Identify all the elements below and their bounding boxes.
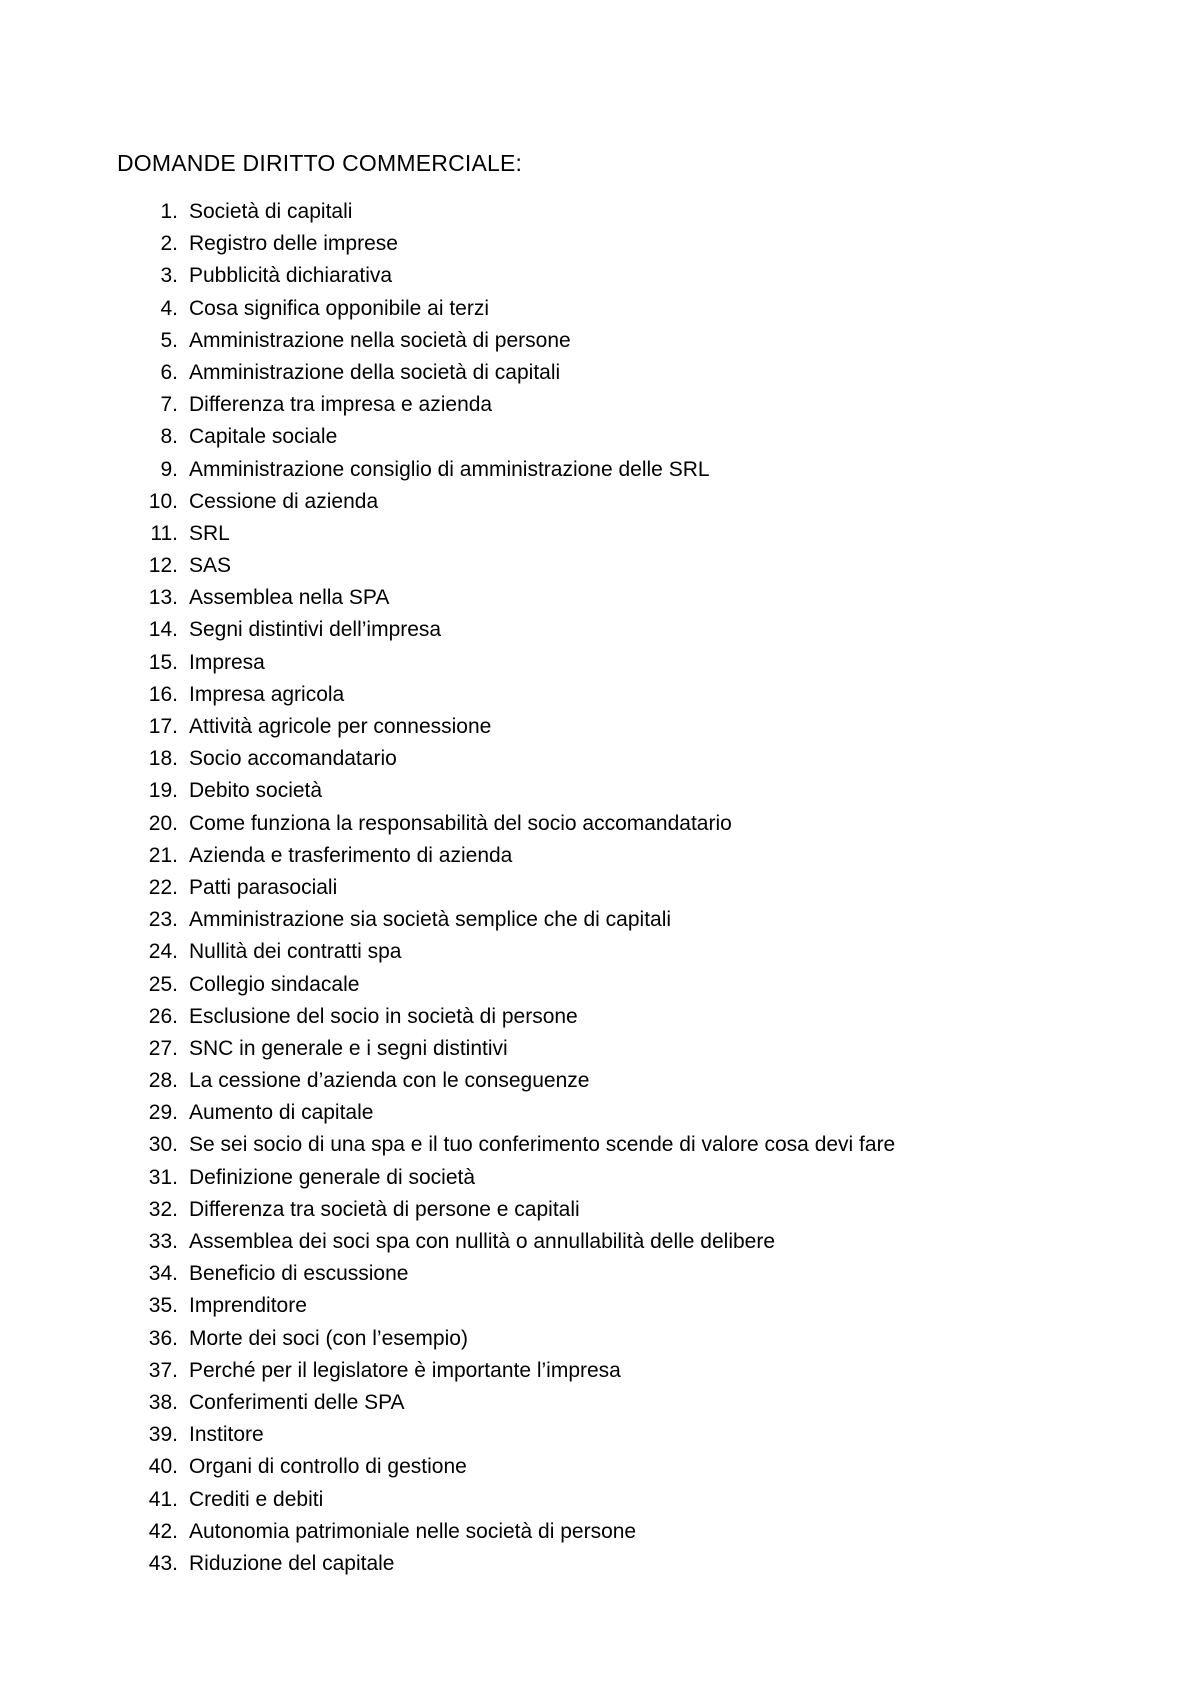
question-text: Differenza tra società di persone e capitali — [189, 1197, 580, 1221]
question-text: Definizione generale di società — [189, 1165, 476, 1189]
question-text: SRL — [189, 521, 230, 545]
question-number: 11. — [150, 521, 178, 545]
question-text: Aumento di capitale — [189, 1101, 374, 1125]
question-text: Amministrazione nella società di persone — [189, 328, 571, 352]
question-text: Debito società — [189, 779, 323, 803]
question-number: 21. — [148, 843, 178, 867]
question-number: 17. — [148, 715, 178, 738]
question-number: 22. — [148, 875, 178, 899]
question-number: 37. — [148, 1358, 178, 1382]
question-text: Pubblicità dichiarativa — [189, 264, 393, 288]
question-text: Conferimenti delle SPA — [189, 1390, 405, 1414]
question-number: 7. — [160, 393, 178, 417]
question-number: 23. — [148, 908, 178, 932]
question-text: Impresa agricola — [189, 682, 345, 706]
question-text: Società di capitali — [189, 200, 353, 223]
question-number: 14. — [148, 618, 178, 642]
question-text: Come funziona la responsabilità del socio accomandatario — [189, 811, 732, 835]
question-text: Autonomia patrimoniale nelle società di persone — [189, 1519, 637, 1543]
question-number: 32. — [148, 1197, 178, 1221]
question-text: Assemblea nella SPA — [189, 586, 390, 610]
document-title: DOMANDE DIRITTO COMMERCIALE: — [117, 150, 523, 176]
question-text: Morte dei soci (con l’esempio) — [189, 1326, 468, 1350]
question-number: 29. — [148, 1101, 178, 1125]
question-number: 1. — [160, 200, 178, 223]
question-number: 24. — [148, 940, 178, 964]
question-text: Institore — [189, 1423, 264, 1447]
question-text: Crediti e debiti — [189, 1487, 324, 1511]
question-text: Azienda e trasferimento di azienda — [189, 843, 513, 867]
question-text: Patti parasociali — [189, 875, 338, 899]
question-number: 35. — [148, 1294, 178, 1318]
question-text: Amministrazione della società di capitali — [189, 360, 561, 384]
question-text: La cessione d’azienda con le conseguenze — [189, 1069, 590, 1093]
question-text: Amministrazione consiglio di amministrazione delle SRL — [189, 457, 710, 481]
question-text: Perché per il legislatore è importante l’impresa — [189, 1358, 621, 1382]
question-text: Assemblea dei soci spa con nullità o annullabilità delle delibere — [189, 1230, 776, 1253]
question-text: Collegio sindacale — [189, 972, 360, 996]
question-number: 42. — [148, 1519, 178, 1543]
question-text: Registro delle imprese — [189, 232, 398, 256]
question-number: 36. — [148, 1326, 178, 1350]
question-number: 38. — [148, 1390, 178, 1414]
question-number: 6. — [160, 360, 178, 384]
question-text: Beneficio di escussione — [189, 1262, 409, 1286]
question-number: 40. — [148, 1455, 178, 1479]
question-text: Impresa — [189, 650, 265, 674]
question-number: 2. — [160, 232, 178, 256]
question-text: Amministrazione sia società semplice che di capitali — [189, 908, 672, 932]
question-number: 41. — [148, 1487, 178, 1511]
question-number: 39. — [148, 1423, 178, 1447]
question-number: 5. — [160, 328, 178, 352]
question-number: 33. — [148, 1230, 178, 1253]
question-number: 28. — [148, 1069, 178, 1093]
question-text: Cessione di azienda — [189, 489, 379, 513]
question-number: 10. — [148, 489, 178, 513]
question-number: 19. — [148, 779, 178, 803]
question-number: 25. — [148, 972, 178, 996]
question-text: Esclusione del socio in società di persone — [189, 1004, 578, 1028]
question-text: SAS — [189, 554, 232, 578]
question-text: SNC in generale e i segni distintivi — [189, 1036, 508, 1060]
question-number: 16. — [148, 682, 178, 706]
question-number: 27. — [148, 1036, 178, 1060]
question-number: 43. — [148, 1551, 178, 1575]
question-text: Attività agricole per connessione — [189, 715, 492, 738]
question-number: 13. — [148, 586, 178, 610]
question-number: 34. — [148, 1262, 178, 1286]
question-number: 12. — [148, 554, 178, 578]
question-text: Socio accomandatario — [189, 747, 397, 771]
question-number: 3. — [160, 264, 178, 288]
question-text: Se sei socio di una spa e il tuo conferimento scende di valore cosa devi fare — [189, 1133, 896, 1157]
question-number: 8. — [160, 425, 178, 449]
question-text: Differenza tra impresa e azienda — [189, 393, 493, 417]
question-number: 18. — [148, 747, 178, 771]
question-text: Organi di controllo di gestione — [189, 1455, 467, 1479]
question-number: 30. — [148, 1133, 178, 1157]
question-number: 4. — [160, 296, 178, 320]
question-number: 26. — [148, 1004, 178, 1028]
question-number: 9. — [160, 457, 178, 481]
question-text: Capitale sociale — [189, 425, 338, 449]
question-text: Imprenditore — [189, 1294, 307, 1318]
question-number: 20. — [148, 811, 178, 835]
question-number: 31. — [148, 1165, 178, 1189]
question-text: Segni distintivi dell’impresa — [189, 618, 442, 642]
question-text: Riduzione del capitale — [189, 1551, 395, 1575]
question-text: Nullità dei contratti spa — [189, 940, 402, 964]
question-number: 15. — [148, 650, 178, 674]
question-text: Cosa significa opponibile ai terzi — [189, 296, 489, 320]
